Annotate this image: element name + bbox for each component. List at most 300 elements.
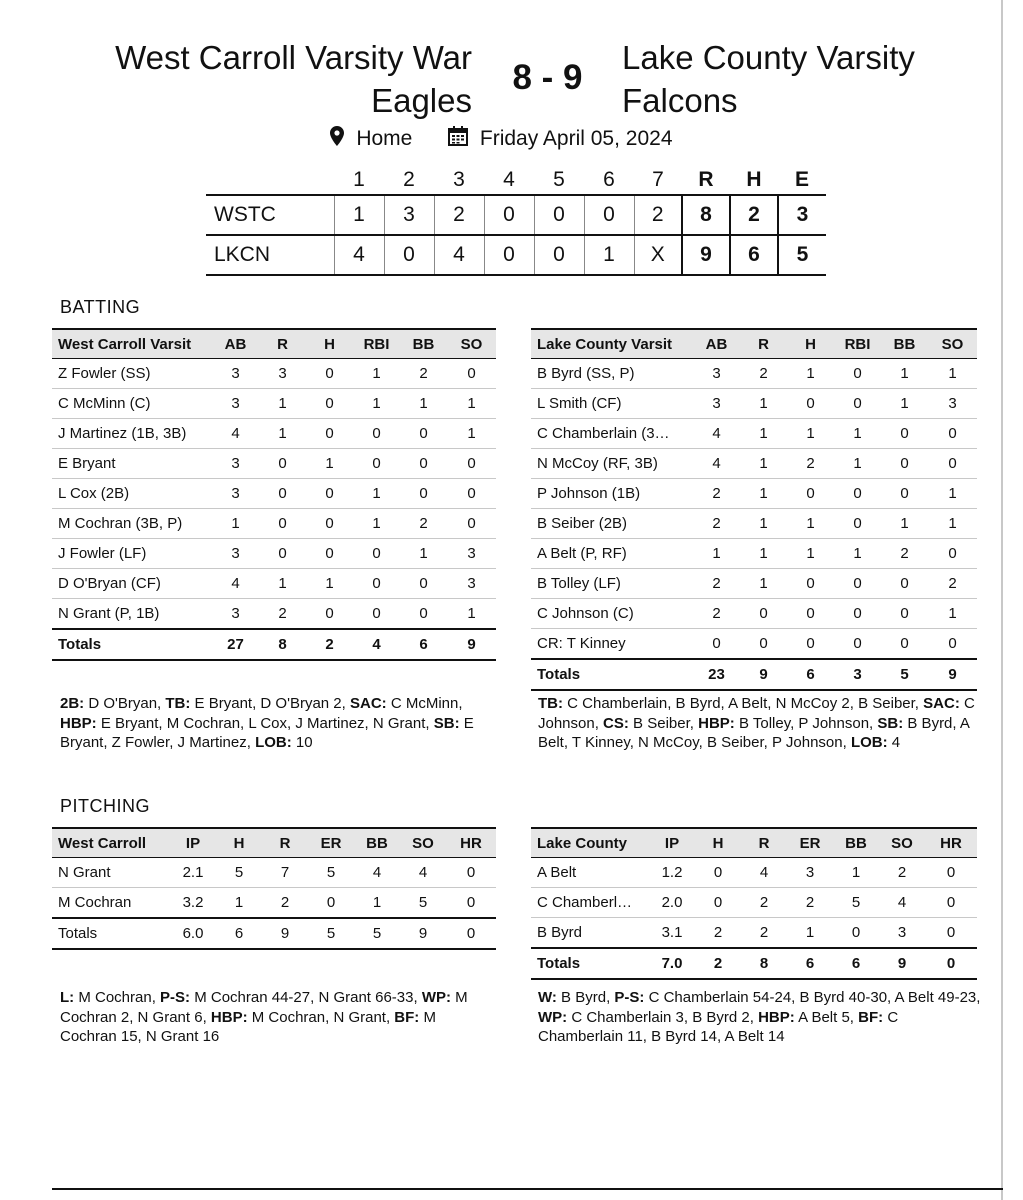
totals-cell: 3 [834, 659, 881, 690]
note-value: M Cochran 15, N Grant 16 [60, 1008, 436, 1045]
stat-cell: 1 [353, 359, 400, 389]
player-name: B Seiber (2B) [531, 509, 693, 539]
inning-score: X [634, 235, 682, 275]
stat-cell: 2 [695, 918, 741, 949]
inning-score: 1 [334, 195, 384, 235]
player-name: P Johnson (1B) [531, 479, 693, 509]
stat-cell: 1.2 [649, 858, 695, 888]
player-name: N McCoy (RF, 3B) [531, 449, 693, 479]
stat-cell: 0 [306, 539, 353, 569]
errors-header: E [778, 166, 826, 195]
totals-cell: 5 [354, 918, 400, 949]
note-value: A Belt 5, [794, 1008, 859, 1026]
totals-cell: 5 [308, 918, 354, 949]
stat-cell: 0 [834, 569, 881, 599]
stat-cell: 1 [447, 389, 496, 419]
stat-cell: 0 [259, 479, 306, 509]
total-errors: 3 [778, 195, 826, 235]
totals-cell: 8 [741, 948, 787, 979]
team-column-header: Lake County Varsit [531, 329, 693, 359]
stat-column-header: R [740, 329, 787, 359]
stat-cell: 0 [695, 858, 741, 888]
stat-cell: 1 [259, 389, 306, 419]
stat-column-header: R [259, 329, 306, 359]
stat-column-header: IP [170, 828, 216, 858]
stat-cell: 1 [353, 479, 400, 509]
player-name: J Martinez (1B, 3B) [52, 419, 212, 449]
player-name: C McMinn (C) [52, 389, 212, 419]
totals-row [531, 948, 977, 979]
stat-cell: 0 [928, 419, 977, 449]
stat-cell: 3 [447, 569, 496, 599]
batting-section-title: BATTING [60, 297, 141, 317]
total-runs: 8 [682, 195, 730, 235]
linescore-table [206, 166, 826, 276]
player-row [52, 419, 496, 449]
stat-cell: 0 [925, 888, 977, 918]
stat-cell: 1 [928, 359, 977, 389]
totals-cell: 0 [925, 948, 977, 979]
note-key: P-S: [614, 989, 645, 1006]
stat-cell: 3 [212, 359, 259, 389]
totals-cell: 4 [353, 629, 400, 660]
player-row [52, 599, 496, 630]
note-value: E Bryant, D O'Bryan 2, [190, 695, 350, 712]
stat-cell: 1 [693, 539, 740, 569]
player-name: D O'Bryan (CF) [52, 569, 212, 599]
stat-cell: 2 [787, 449, 834, 479]
player-name: J Fowler (LF) [52, 539, 212, 569]
note-key: LOB: [850, 734, 888, 751]
totals-cell: 9 [262, 918, 308, 949]
stats-header-row [531, 828, 977, 858]
stat-column-header: IP [649, 828, 695, 858]
stat-cell: 0 [693, 629, 740, 660]
note-key: 2B: [60, 695, 85, 712]
totals-row [52, 918, 496, 949]
away-pitching-table [52, 827, 496, 950]
note-value: M Cochran 2, N Grant 6, [60, 989, 468, 1026]
player-row [531, 419, 977, 449]
stat-cell: 3 [879, 918, 925, 949]
totals-cell: 27 [212, 629, 259, 660]
stat-cell: 0 [353, 569, 400, 599]
stat-column-header: BB [833, 828, 879, 858]
note-value: B Tolley, P Johnson, [734, 714, 878, 732]
pitching-section-title: PITCHING [60, 796, 151, 816]
stat-cell: 2 [740, 359, 787, 389]
totals-cell: 6 [400, 629, 447, 660]
stat-cell: 0 [400, 599, 447, 630]
stat-cell: 3 [212, 389, 259, 419]
stat-cell: 3 [447, 539, 496, 569]
stat-cell: 2 [787, 888, 833, 918]
map-pin-icon [330, 126, 344, 152]
home-pitching-notes [538, 988, 983, 1047]
stat-cell: 0 [881, 449, 928, 479]
note-key: SB: [877, 714, 904, 732]
totals-cell: 9 [879, 948, 925, 979]
stat-cell: 0 [400, 449, 447, 479]
stat-cell: 0 [353, 419, 400, 449]
stat-cell: 1 [787, 918, 833, 949]
stat-cell: 2 [928, 569, 977, 599]
stat-cell: 2 [259, 599, 306, 630]
stat-column-header: H [787, 329, 834, 359]
stat-column-header: RBI [353, 329, 400, 359]
player-row [531, 509, 977, 539]
stats-header-row [52, 329, 496, 359]
stat-cell: 0 [787, 569, 834, 599]
player-row [531, 539, 977, 569]
player-row [52, 858, 496, 888]
note-value: B Seiber, [628, 714, 699, 732]
stat-cell: 1 [787, 419, 834, 449]
stat-cell: 1 [259, 569, 306, 599]
stat-cell: 0 [740, 599, 787, 629]
stat-cell: 0 [787, 629, 834, 660]
stat-cell: 0 [447, 449, 496, 479]
stat-cell: 0 [446, 858, 496, 888]
totals-cell: 7.0 [649, 948, 695, 979]
player-name: A Belt [531, 858, 649, 888]
note-key: TB: [165, 695, 191, 712]
inning-score: 2 [434, 195, 484, 235]
note-value: C Chamberlain 3, B Byrd 2, [567, 1008, 759, 1026]
inning-score: 4 [334, 235, 384, 275]
stat-column-header: SO [879, 828, 925, 858]
stat-cell: 1 [928, 479, 977, 509]
home-pitching-table [531, 827, 977, 980]
totals-cell: 6 [216, 918, 262, 949]
stat-cell: 1 [787, 539, 834, 569]
stat-column-header: ER [308, 828, 354, 858]
stat-column-header: BB [354, 828, 400, 858]
totals-label: Totals [531, 948, 649, 979]
stat-cell: 2 [400, 509, 447, 539]
totals-cell: 2 [306, 629, 353, 660]
linescore-team: WSTC [206, 195, 334, 235]
stat-cell: 0 [787, 389, 834, 419]
calendar-icon [448, 126, 468, 152]
player-row [531, 449, 977, 479]
stat-cell: 0 [881, 629, 928, 660]
stat-column-header: ER [787, 828, 833, 858]
stat-cell: 2 [741, 888, 787, 918]
stat-cell: 1 [306, 449, 353, 479]
stat-cell: 3 [787, 858, 833, 888]
player-row [531, 888, 977, 918]
note-value: E Bryant, M Cochran, L Cox, J Martinez, N Grant, [96, 714, 434, 732]
totals-cell: 9 [400, 918, 446, 949]
stat-cell: 1 [354, 888, 400, 919]
stat-cell: 3 [693, 389, 740, 419]
total-errors: 5 [778, 235, 826, 275]
inning-score: 3 [384, 195, 434, 235]
player-name: A Belt (P, RF) [531, 539, 693, 569]
team-column-header: West Carroll [52, 828, 170, 858]
note-value: C McMinn, [386, 695, 463, 712]
note-value: C Chamberlain 11, B Byrd 14, A Belt 14 [538, 1008, 899, 1045]
note-value: B Byrd, A Belt, T Kinney, N McCoy, B Seiber, P Johnson, [538, 714, 970, 751]
totals-row [531, 659, 977, 690]
note-key: HBP: [698, 714, 735, 732]
inning-score: 0 [484, 235, 534, 275]
player-name: B Byrd [531, 918, 649, 949]
player-name: L Cox (2B) [52, 479, 212, 509]
stat-cell: 1 [353, 509, 400, 539]
stat-cell: 0 [447, 479, 496, 509]
home-batting-table [531, 328, 977, 691]
total-hits: 6 [730, 235, 778, 275]
stat-cell: 2 [400, 359, 447, 389]
stat-cell: 2 [262, 888, 308, 919]
totals-label: Totals [52, 629, 212, 660]
totals-cell: 0 [446, 918, 496, 949]
stat-cell: 1 [259, 419, 306, 449]
stat-cell: 0 [308, 888, 354, 919]
player-name: Z Fowler (SS) [52, 359, 212, 389]
stat-cell: 3 [212, 449, 259, 479]
player-row [52, 569, 496, 599]
stat-cell: 1 [740, 419, 787, 449]
stat-cell: 4 [354, 858, 400, 888]
inning-score: 4 [434, 235, 484, 275]
linescore-row-home [206, 235, 826, 275]
stat-cell: 0 [400, 419, 447, 449]
player-name: B Byrd (SS, P) [531, 359, 693, 389]
totals-label: Totals [531, 659, 693, 690]
stat-cell: 0 [353, 599, 400, 630]
note-value: B Byrd, [556, 989, 615, 1006]
stat-column-header: HR [925, 828, 977, 858]
stat-cell: 3.1 [649, 918, 695, 949]
totals-cell: 8 [259, 629, 306, 660]
inning-score: 1 [584, 235, 634, 275]
stat-cell: 0 [928, 629, 977, 660]
totals-cell: 6 [833, 948, 879, 979]
inning-header: 6 [584, 166, 634, 195]
stat-cell: 0 [446, 888, 496, 919]
inning-header: 5 [534, 166, 584, 195]
note-value: C Chamberlain, B Byrd, A Belt, N McCoy 2, B Seiber, [563, 695, 924, 712]
player-row [52, 539, 496, 569]
stat-cell: 0 [925, 918, 977, 949]
note-key: WP: [538, 1008, 568, 1026]
stat-cell: 1 [447, 599, 496, 630]
stat-column-header: HR [446, 828, 496, 858]
stat-cell: 3 [212, 539, 259, 569]
linescore-team: LKCN [206, 235, 334, 275]
location-text: Home [356, 127, 413, 150]
stat-cell: 4 [400, 858, 446, 888]
stat-cell: 1 [740, 449, 787, 479]
player-name: C Chamberlain (3… [531, 419, 693, 449]
stat-cell: 0 [353, 539, 400, 569]
stat-cell: 0 [259, 449, 306, 479]
totals-cell: 9 [928, 659, 977, 690]
note-value: D O'Bryan, [84, 695, 166, 712]
note-key: LOB: [255, 734, 292, 751]
note-key: SAC: [349, 695, 387, 712]
stat-cell: 0 [928, 449, 977, 479]
stat-column-header: R [741, 828, 787, 858]
stats-header-row [531, 329, 977, 359]
inning-header: 1 [334, 166, 384, 195]
player-name: CR: T Kinney [531, 629, 693, 660]
stat-cell: 2.1 [170, 858, 216, 888]
away-pitching-notes [60, 988, 490, 1047]
player-name: N Grant (P, 1B) [52, 599, 212, 630]
stat-cell: 0 [881, 419, 928, 449]
stat-cell: 0 [834, 629, 881, 660]
note-key: HBP: [60, 714, 97, 732]
final-score: 8 - 9 [512, 58, 583, 97]
player-name: M Cochran [52, 888, 170, 919]
stat-cell: 4 [212, 569, 259, 599]
player-name: L Smith (CF) [531, 389, 693, 419]
note-value: E Bryant, Z Fowler, J Martinez, [60, 714, 474, 751]
stat-cell: 0 [400, 569, 447, 599]
team-column-header: Lake County [531, 828, 649, 858]
stat-cell: 0 [306, 599, 353, 630]
stat-cell: 0 [353, 449, 400, 479]
stat-cell: 2 [693, 569, 740, 599]
stat-cell: 5 [216, 858, 262, 888]
stat-cell: 1 [928, 509, 977, 539]
inning-score: 0 [584, 195, 634, 235]
stat-cell: 3.2 [170, 888, 216, 919]
stat-cell: 1 [740, 389, 787, 419]
player-name: C Chamberl… [531, 888, 649, 918]
player-row [52, 509, 496, 539]
away-batting-table [52, 328, 496, 661]
inning-score: 0 [534, 235, 584, 275]
runs-header: R [682, 166, 730, 195]
stat-cell: 5 [400, 888, 446, 919]
stat-cell: 3 [928, 389, 977, 419]
note-value: C Johnson, [538, 695, 975, 732]
note-key: W: [538, 989, 557, 1006]
stat-cell: 3 [693, 359, 740, 389]
stat-cell: 2 [693, 479, 740, 509]
stats-header-row [52, 828, 496, 858]
stat-column-header: AB [212, 329, 259, 359]
stat-cell: 3 [212, 599, 259, 630]
stat-column-header: RBI [834, 329, 881, 359]
player-row [52, 389, 496, 419]
stat-cell: 1 [447, 419, 496, 449]
stat-cell: 0 [834, 509, 881, 539]
player-row [531, 389, 977, 419]
stat-cell: 0 [834, 389, 881, 419]
date-text: Friday April 05, 2024 [479, 127, 673, 150]
note-key: HBP: [758, 1008, 795, 1026]
stat-cell: 0 [834, 359, 881, 389]
stat-cell: 0 [834, 599, 881, 629]
note-key: CS: [603, 714, 629, 732]
note-value: 10 [291, 734, 313, 751]
totals-cell: 6.0 [170, 918, 216, 949]
inning-score: 0 [484, 195, 534, 235]
game-meta [0, 126, 1003, 152]
note-key: TB: [538, 695, 563, 712]
player-row [531, 359, 977, 389]
inning-score: 0 [384, 235, 434, 275]
note-key: BF: [858, 1008, 884, 1026]
stat-cell: 1 [740, 539, 787, 569]
inning-header: 7 [634, 166, 682, 195]
stat-column-header: AB [693, 329, 740, 359]
stat-cell: 0 [259, 539, 306, 569]
stat-cell: 0 [447, 509, 496, 539]
linescore-row-away [206, 195, 826, 235]
stat-cell: 0 [447, 359, 496, 389]
inning-score: 0 [534, 195, 584, 235]
note-value: M Cochran, N Grant, [247, 1008, 395, 1026]
player-name: B Tolley (LF) [531, 569, 693, 599]
stat-cell: 1 [881, 389, 928, 419]
away-batting-notes [60, 694, 490, 753]
stat-cell: 1 [787, 359, 834, 389]
player-row [531, 569, 977, 599]
stat-cell: 1 [834, 419, 881, 449]
stat-cell: 0 [740, 629, 787, 660]
inning-header: 3 [434, 166, 484, 195]
stat-column-header: H [216, 828, 262, 858]
player-row [531, 918, 977, 949]
totals-cell: 5 [881, 659, 928, 690]
player-row [52, 449, 496, 479]
stat-cell: 2 [879, 858, 925, 888]
stat-cell: 3 [212, 479, 259, 509]
player-name: N Grant [52, 858, 170, 888]
stat-cell: 4 [212, 419, 259, 449]
stat-cell: 0 [306, 389, 353, 419]
stat-cell: 3 [259, 359, 306, 389]
stat-cell: 1 [834, 539, 881, 569]
note-key: BF: [394, 1008, 420, 1026]
total-runs: 9 [682, 235, 730, 275]
note-key: L: [60, 989, 75, 1006]
note-value: C Chamberlain 54-24, B Byrd 40-30, A Belt 49-23, [644, 989, 981, 1006]
stat-cell: 0 [306, 479, 353, 509]
stat-cell: 1 [740, 569, 787, 599]
totals-cell: 9 [740, 659, 787, 690]
note-key: HBP: [210, 1008, 248, 1026]
stat-cell: 1 [306, 569, 353, 599]
stat-cell: 1 [833, 858, 879, 888]
stat-cell: 5 [833, 888, 879, 918]
stat-cell: 0 [787, 479, 834, 509]
stat-cell: 0 [881, 479, 928, 509]
player-name: C Johnson (C) [531, 599, 693, 629]
stat-cell: 4 [741, 858, 787, 888]
note-value: 4 [887, 734, 901, 751]
player-row [531, 629, 977, 660]
totals-cell: 2 [695, 948, 741, 979]
inning-header: 4 [484, 166, 534, 195]
stat-column-header: BB [400, 329, 447, 359]
stat-column-header: R [262, 828, 308, 858]
stat-column-header: SO [400, 828, 446, 858]
stat-cell: 1 [928, 599, 977, 629]
stat-cell: 5 [308, 858, 354, 888]
stat-column-header: SO [928, 329, 977, 359]
stat-cell: 1 [834, 449, 881, 479]
note-key: WP: [421, 989, 451, 1006]
stat-column-header: H [695, 828, 741, 858]
